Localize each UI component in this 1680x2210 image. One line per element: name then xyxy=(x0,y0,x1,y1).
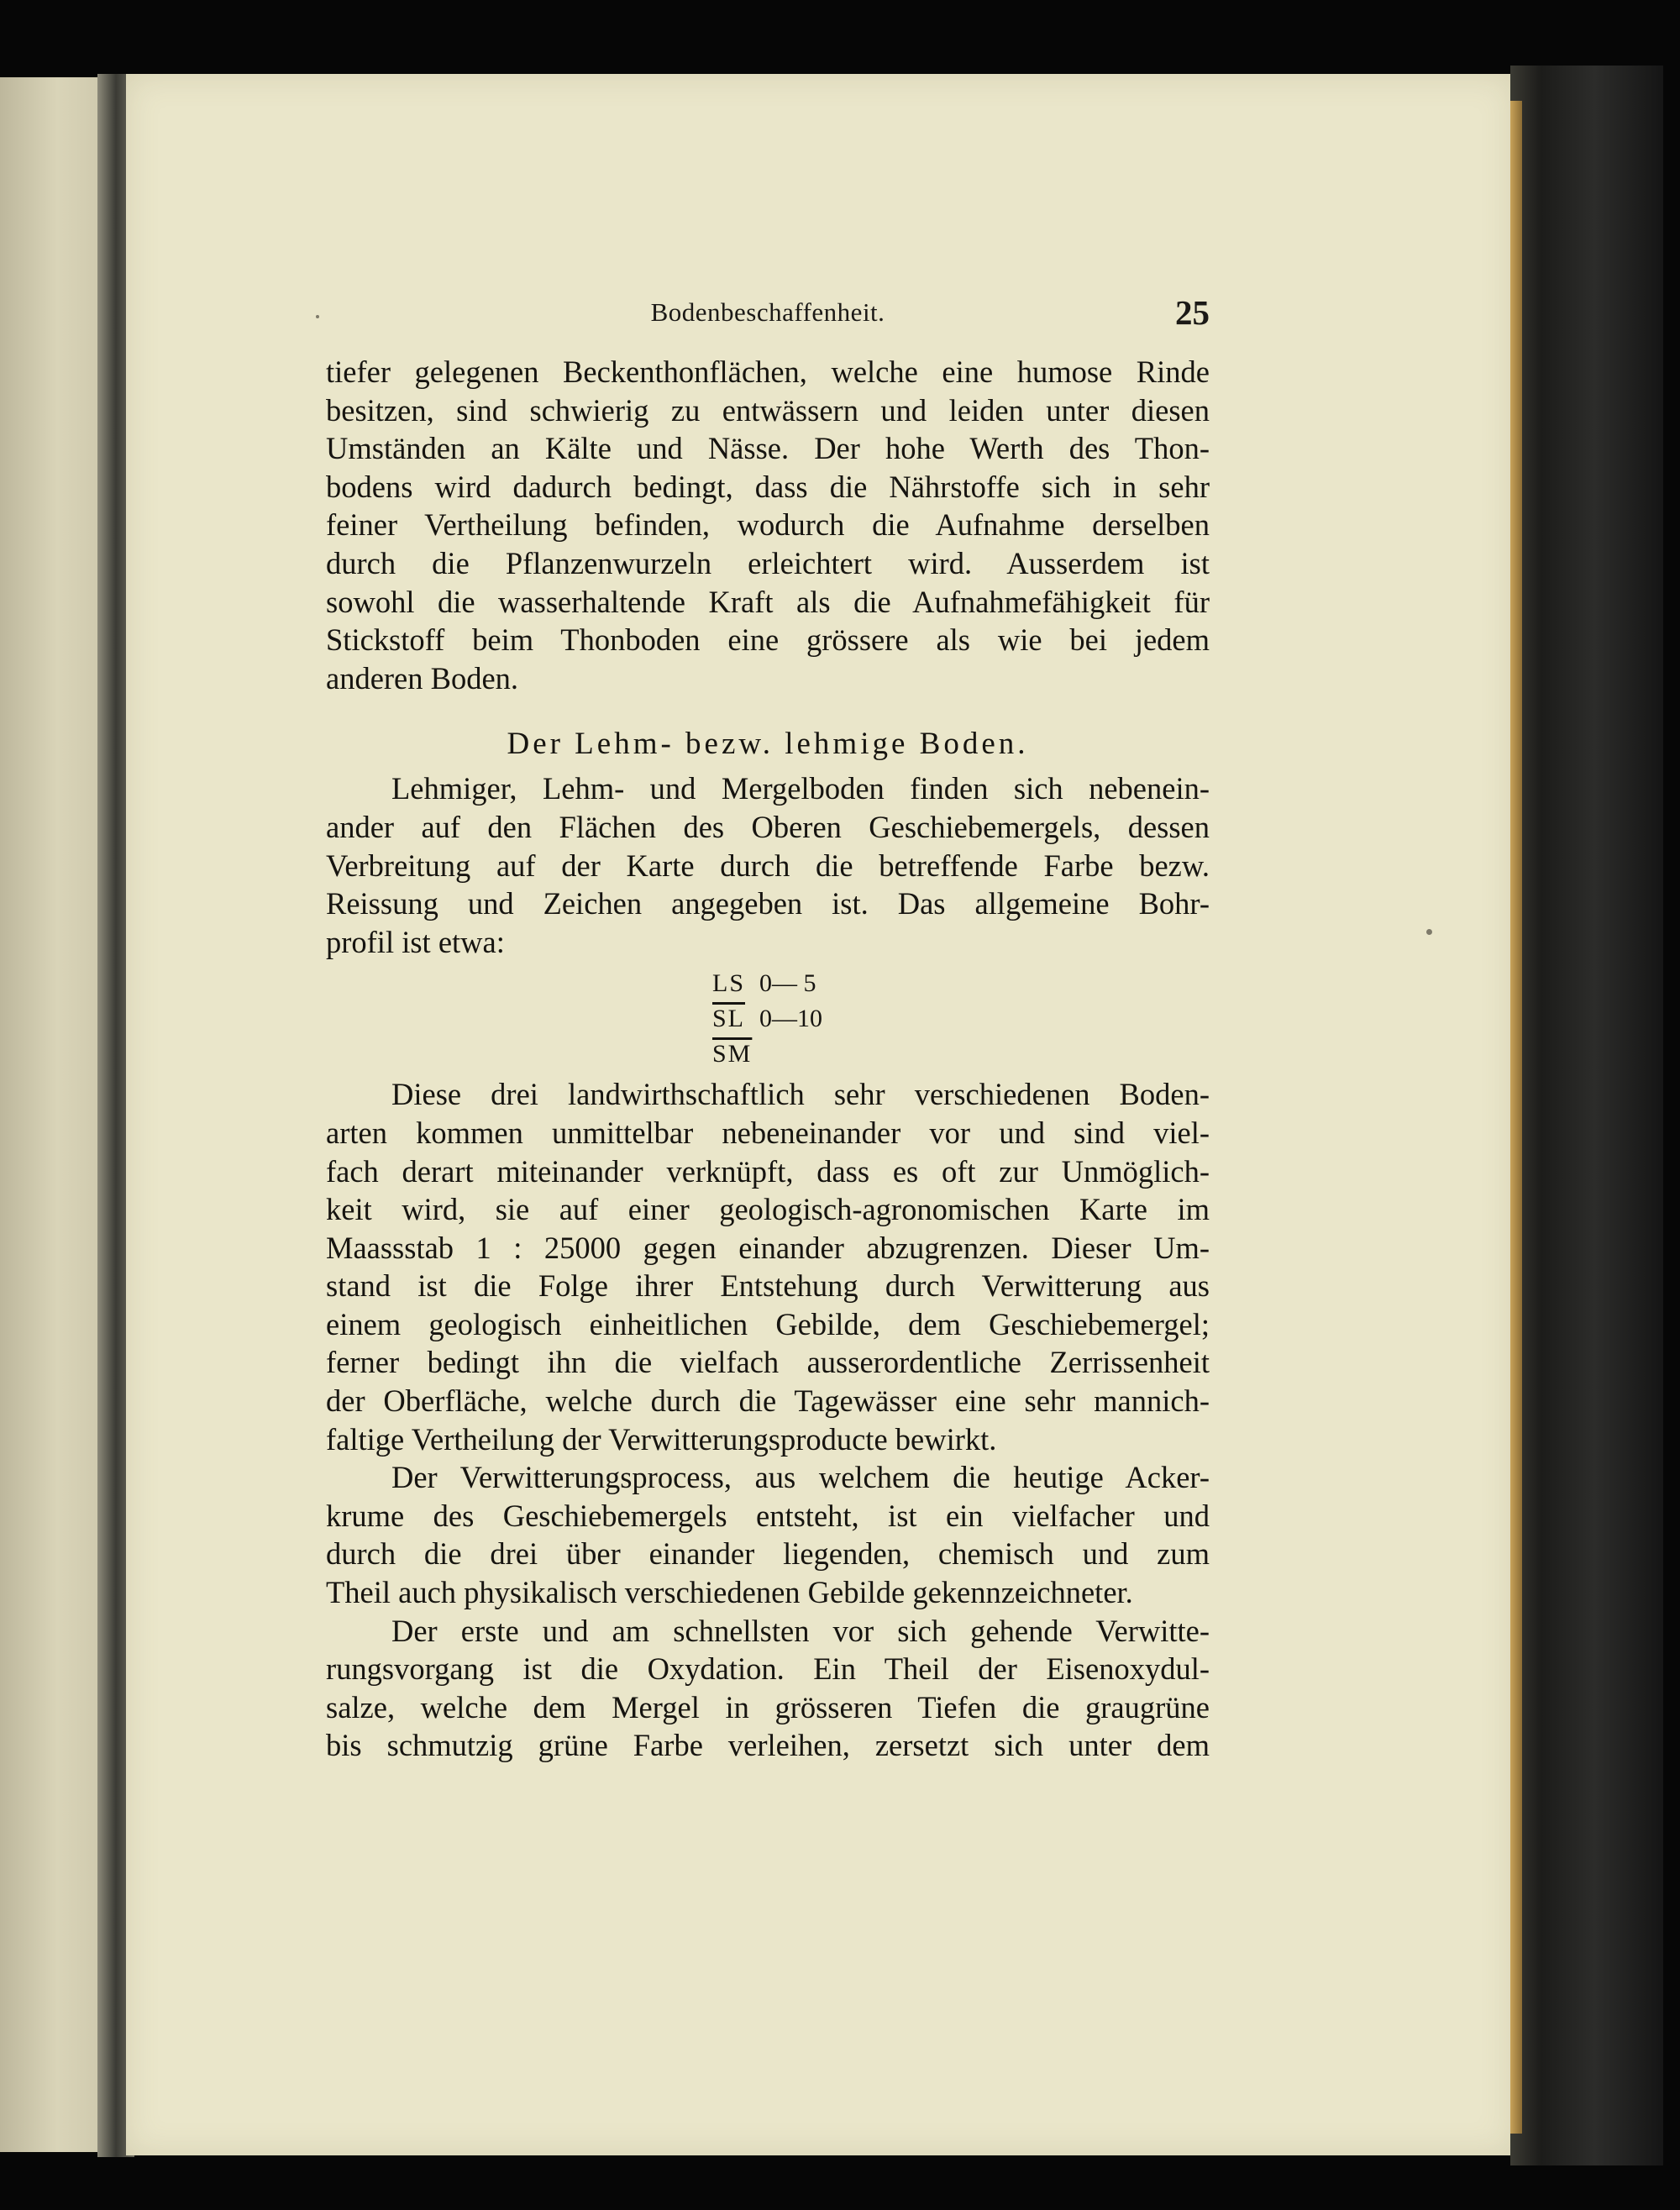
soil-code: $\overline{SM}$ xyxy=(712,1040,753,1068)
paragraph xyxy=(326,353,1210,697)
text-line: bodens wird dadurch bedingt, dass die Nährstoffe sich in sehr xyxy=(326,469,1210,504)
text-line: bis schmutzig grüne Farbe verleihen, zersetzt sich unter dem xyxy=(326,1728,1210,1763)
text-line: Diese drei landwirthschaftlich sehr verschiedenen Boden- xyxy=(391,1077,1210,1112)
text-line: Der Verwitterungsprocess, aus welchem die heutige Acker- xyxy=(391,1460,1210,1495)
text-line: ander auf den Flächen des Oberen Geschiebemergels, dessen xyxy=(326,809,1210,844)
soil-profile xyxy=(712,966,847,1072)
text-line: der Oberfläche, welche durch die Tagewässer eine sehr mannich- xyxy=(326,1383,1210,1419)
text-line: arten kommen unmittelbar nebeneinander vor und sind viel- xyxy=(326,1115,1210,1150)
text-line: stand ist die Folge ihrer Entstehung durch Verwitterung aus xyxy=(326,1268,1210,1304)
text-line: Maassstab 1 : 25000 gegen einander abzugrenzen. Dieser Um- xyxy=(326,1230,1210,1265)
profile-row xyxy=(712,1037,847,1072)
profile-row xyxy=(712,1001,847,1037)
text-line: profil ist etwa: xyxy=(326,924,505,959)
text-line: salze, welche dem Mergel in grösseren Tiefen die graugrüne xyxy=(326,1689,1210,1724)
previous-page-edge xyxy=(0,77,104,2152)
paragraph xyxy=(326,1075,1210,1458)
paragraph xyxy=(326,1458,1210,1611)
text-line: Reissung und Zeichen angegeben ist. Das allgemeine Bohr- xyxy=(326,886,1210,921)
body-text xyxy=(326,353,1210,1765)
paragraph xyxy=(326,1612,1210,1765)
soil-code: LS xyxy=(712,969,746,998)
profile-row xyxy=(712,966,847,1001)
soil-code: $\overline{SL}$ xyxy=(712,1005,746,1033)
text-line: anderen Boden. xyxy=(326,660,519,696)
text-line: Stickstoff beim Thonboden eine grössere als wie bei jedem xyxy=(326,622,1210,658)
text-line: Umständen an Kälte und Nässe. Der hohe Werth des Thon- xyxy=(326,431,1210,466)
book-binding xyxy=(1510,66,1663,2165)
specks xyxy=(1426,929,1432,935)
text-line: feiner Vertheilung befinden, wodurch die Aufnahme derselben xyxy=(326,507,1210,543)
running-title: Bodenbeschaffenheit. xyxy=(650,297,885,327)
depth-range: 0—10 xyxy=(759,1005,822,1033)
text-line: durch die drei über einander liegenden, chemisch und zum xyxy=(326,1536,1210,1572)
text-line: sowohl die wasserhaltende Kraft als die Aufnahmefähigkeit für xyxy=(326,584,1210,619)
text-line: Theil auch physikalisch verschiedenen Gebilde gekennzeichneter. xyxy=(326,1575,1133,1610)
text-line: fach derart miteinander verknüpft, dass es oft zur Unmöglich- xyxy=(326,1153,1210,1189)
text-line: tiefer gelegenen Beckenthonflächen, welche eine humose Rinde xyxy=(326,354,1210,389)
text-line: einem geologisch einheitlichen Gebilde, dem Geschiebemergel; xyxy=(326,1306,1210,1341)
text-line: Der erste und am schnellsten vor sich gehende Verwitte- xyxy=(391,1613,1210,1648)
text-line: Verbreitung auf der Karte durch die betreffende Farbe bezw. xyxy=(326,848,1210,883)
page-header xyxy=(326,292,1210,334)
text-line: rungsvorgang ist die Oxydation. Ein Theil der Eisenoxydul- xyxy=(326,1651,1210,1687)
page-block-edge xyxy=(1510,101,1522,2134)
depth-range: 0— 5 xyxy=(759,969,816,998)
specks xyxy=(316,315,319,318)
page-number: 25 xyxy=(1175,293,1210,332)
text-line: krume des Geschiebemergels entsteht, ist ein vielfacher und xyxy=(326,1498,1210,1533)
text-line: ferner bedingt ihn die vielfach ausserordentliche Zerrissenheit xyxy=(326,1345,1210,1380)
text-line: besitzen, sind schwierig zu entwässern und leiden unter diesen xyxy=(326,392,1210,428)
paragraph xyxy=(326,769,1210,961)
section-heading: Der Lehm- bezw. lehmige Boden. xyxy=(507,727,1029,762)
text-line: durch die Pflanzenwurzeln erleichtert wird. Ausserdem ist xyxy=(326,545,1210,580)
text-line: Lehmiger, Lehm- und Mergelboden finden sich nebenein- xyxy=(391,771,1210,806)
text-line: keit wird, sie auf einer geologisch-agronomischen Karte im xyxy=(326,1192,1210,1227)
text-line: faltige Vertheilung der Verwitterungsproducte bewirkt. xyxy=(326,1421,997,1457)
